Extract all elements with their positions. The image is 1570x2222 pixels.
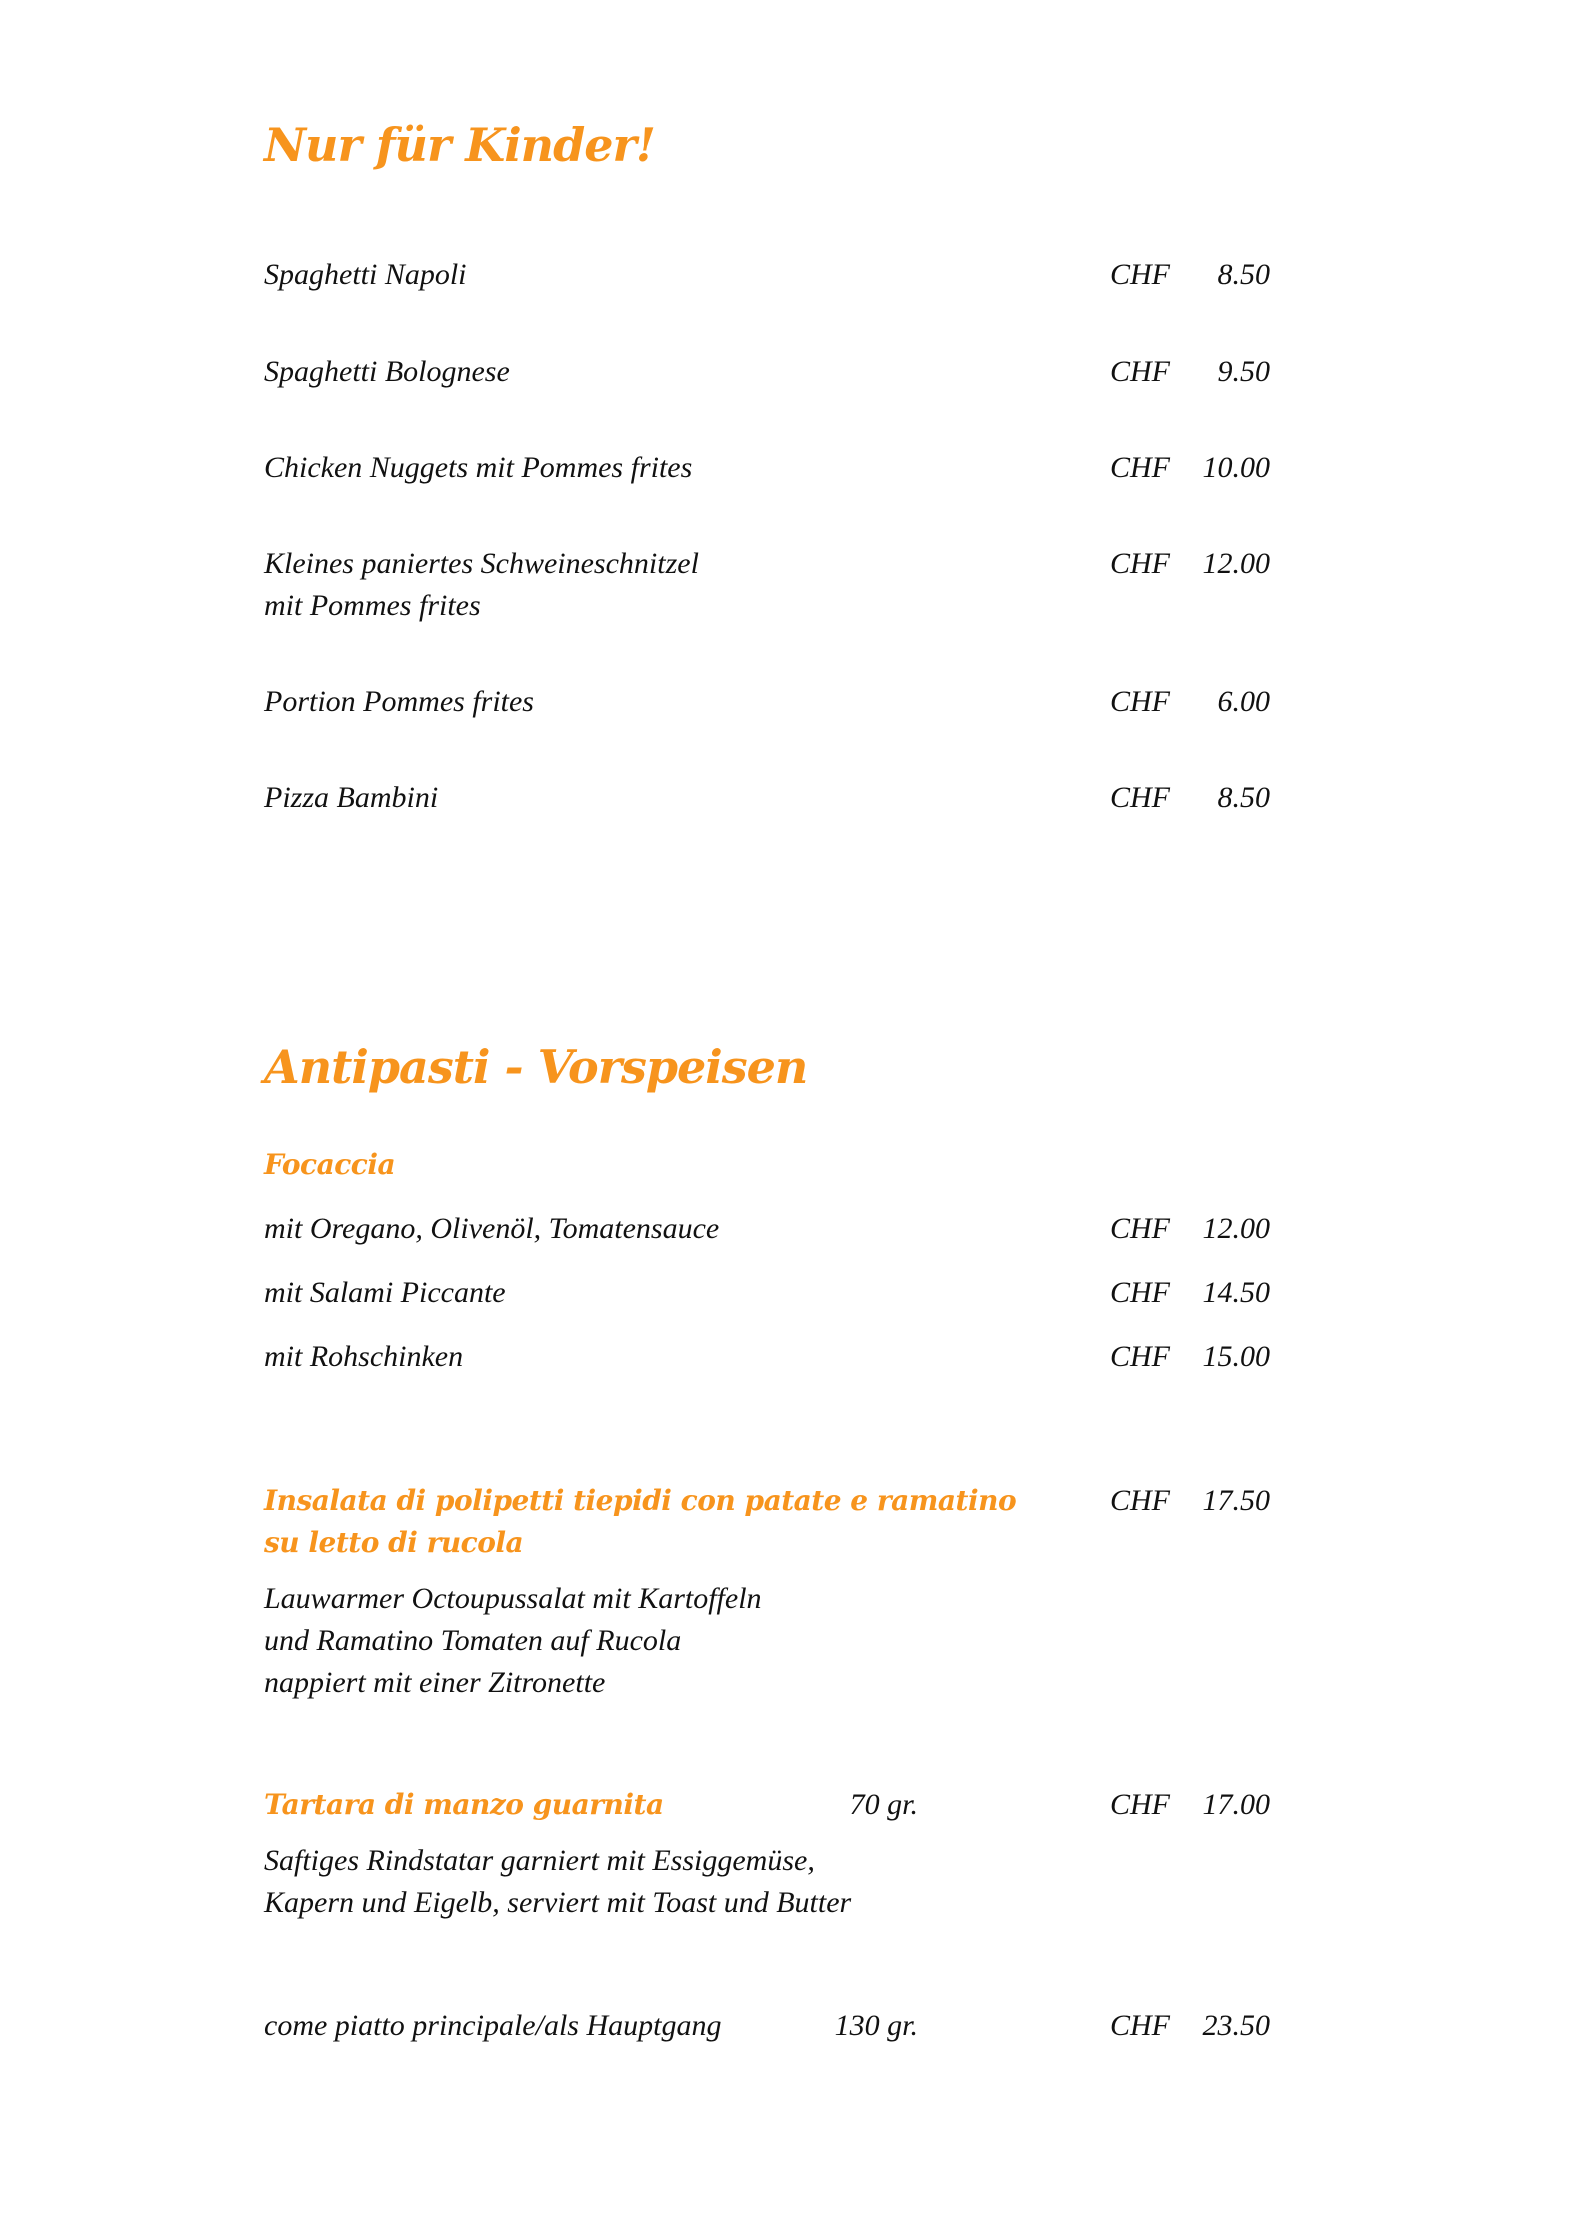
insalata-description — [264, 1578, 762, 1704]
tartara-description — [264, 1840, 851, 1924]
main-course-weight: 130 gr. — [834, 2009, 918, 2042]
insalata-title-line: Insalata di polipetti tiepidi con patate e ramatino — [264, 1484, 1017, 1517]
price-amount: 17.50 — [1202, 1484, 1270, 1517]
price-amount: 10.00 — [1202, 451, 1270, 484]
currency-label: CHF — [1110, 1484, 1170, 1517]
description-line: Lauwarmer Octoupussalat mit Kartoffeln — [264, 1582, 762, 1615]
tartara-title: Tartara di manzo guarnita — [264, 1788, 664, 1821]
currency-label: CHF — [1110, 1788, 1170, 1821]
currency-label: CHF — [1110, 258, 1170, 291]
focaccia-item-name: mit Rohschinken — [264, 1340, 464, 1373]
insalata-title — [264, 1480, 1016, 1564]
description-line: Saftiges Rindstatar garniert mit Essiggemüse, — [264, 1844, 815, 1877]
price-amount: 6.00 — [1217, 685, 1270, 718]
item-name-line: Kleines paniertes Schweineschnitzel — [264, 547, 699, 580]
description-line: Kapern und Eigelb, serviert mit Toast und Butter — [264, 1886, 852, 1919]
kids-section-title: Nur für Kinder! — [264, 118, 655, 172]
currency-label: CHF — [1110, 1340, 1170, 1373]
price-amount: 17.00 — [1202, 1788, 1270, 1821]
price-amount: 12.00 — [1202, 547, 1270, 580]
focaccia-item-name: mit Salami Piccante — [264, 1276, 506, 1309]
kids-item-name: Chicken Nuggets mit Pommes frites — [264, 451, 693, 484]
price-amount: 8.50 — [1217, 258, 1270, 291]
kids-item-name — [264, 543, 699, 627]
kids-item-name: Spaghetti Napoli — [264, 258, 467, 291]
currency-label: CHF — [1110, 355, 1170, 388]
currency-label: CHF — [1110, 2009, 1170, 2042]
price-amount: 14.50 — [1202, 1276, 1270, 1309]
antipasti-section-title: Antipasti - Vorspeisen — [264, 1040, 808, 1094]
price-amount: 8.50 — [1217, 781, 1270, 814]
currency-label: CHF — [1110, 781, 1170, 814]
price-amount: 23.50 — [1202, 2009, 1270, 2042]
insalata-title-line: su letto di rucola — [264, 1526, 524, 1559]
kids-item-name: Portion Pommes frites — [264, 685, 534, 718]
focaccia-item-name: mit Oregano, Olivenöl, Tomatensauce — [264, 1212, 720, 1245]
currency-label: CHF — [1110, 685, 1170, 718]
description-line: nappiert mit einer Zitronette — [264, 1666, 606, 1699]
currency-label: CHF — [1110, 1276, 1170, 1309]
focaccia-title: Focaccia — [264, 1148, 396, 1181]
currency-label: CHF — [1110, 1212, 1170, 1245]
main-course-name: come piatto principale/als Hauptgang — [264, 2009, 722, 2042]
kids-item-name: Pizza Bambini — [264, 781, 439, 814]
kids-item-name: Spaghetti Bolognese — [264, 355, 510, 388]
price-amount: 12.00 — [1202, 1212, 1270, 1245]
currency-label: CHF — [1110, 451, 1170, 484]
price-amount: 9.50 — [1217, 355, 1270, 388]
currency-label: CHF — [1110, 547, 1170, 580]
tartara-weight: 70 gr. — [849, 1788, 918, 1821]
item-name-line: mit Pommes frites — [264, 589, 481, 622]
description-line: und Ramatino Tomaten auf Rucola — [264, 1624, 682, 1657]
price-amount: 15.00 — [1202, 1340, 1270, 1373]
